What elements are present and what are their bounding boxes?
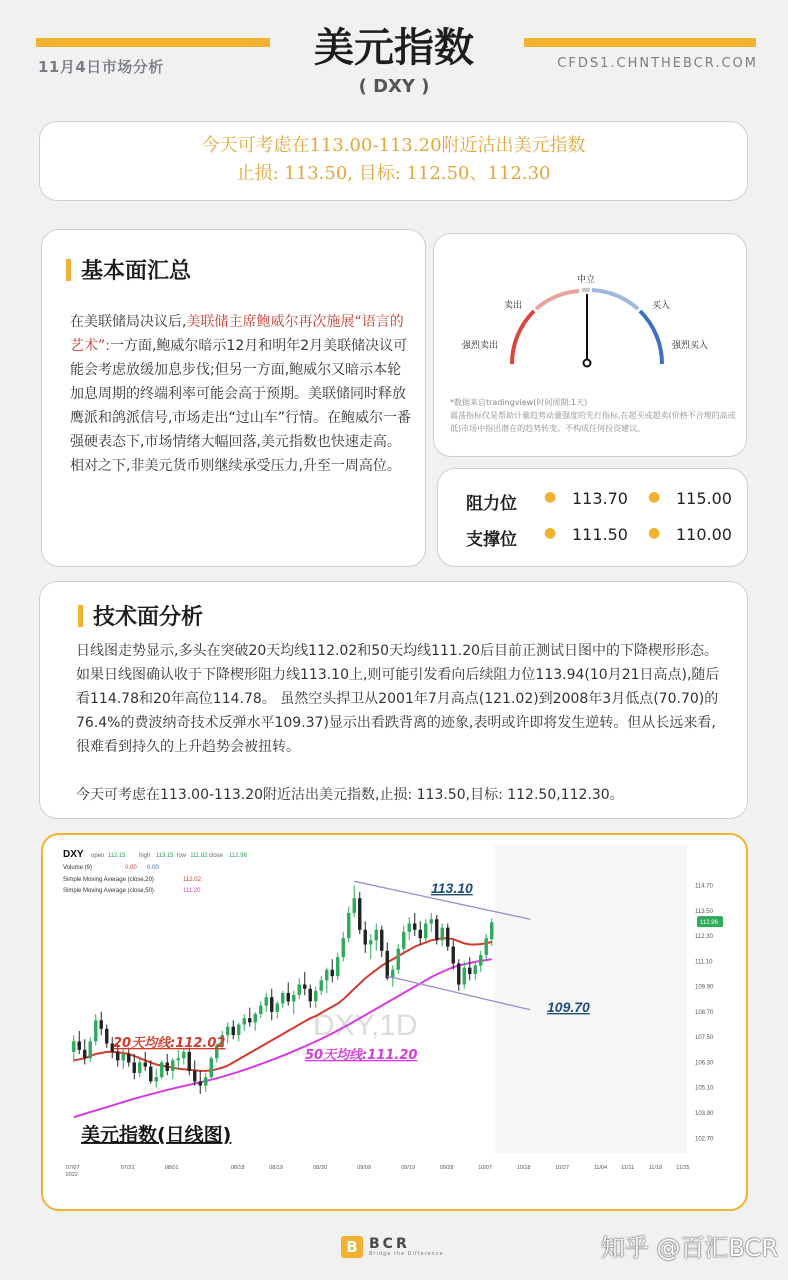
candle-body [248, 1018, 251, 1022]
chart-caption: 美元指数(日线图) [81, 1124, 232, 1146]
candle-body [463, 968, 466, 985]
heading-accent-bar [66, 259, 71, 281]
fundamentals-text-intro: 在美联储局决议后, [70, 314, 187, 330]
candle-body [320, 980, 323, 991]
fundamentals-card [41, 229, 426, 567]
candle-body [441, 928, 444, 941]
fundamentals-heading [66, 254, 191, 285]
fundamentals-text-highlight: 美联储主席鲍威尔再次施展“语言的艺术”: [70, 314, 404, 354]
technical-title: 技术面分析 [93, 605, 204, 630]
candle-body [446, 928, 449, 947]
y-tick-label: 105.10 [695, 1085, 714, 1092]
legend-sma20-value: 112.02 [183, 877, 201, 883]
candle-body [358, 898, 361, 930]
legend-volume-value-1: 0.00 [125, 865, 137, 871]
candle-body [287, 993, 290, 1001]
x-tick-label: 08/01 [164, 1165, 179, 1171]
x-tick-label: 11/04 [593, 1165, 608, 1171]
legend-volume-value-2: 0.00 [147, 865, 159, 871]
candle-body [452, 947, 455, 964]
candle-body [259, 1006, 262, 1014]
site-url[interactable]: CFDS1.CHNTHEBCR.COM [557, 56, 758, 71]
resistance-level-1: 113.70 [572, 489, 628, 508]
recommendation-line-2: 止损: 113.50, 目标: 112.50、112.30 [236, 163, 551, 184]
gauge-pivot [584, 360, 591, 367]
logo-text [369, 1237, 444, 1257]
candle-body [204, 1077, 207, 1085]
x-tick-label: 09/09 [357, 1165, 372, 1171]
gauge-arc-buy [592, 290, 638, 309]
chart-watermark: DXY,1D [313, 1009, 418, 1042]
logo-mark: B [341, 1236, 363, 1258]
candle-body [237, 1025, 240, 1036]
candle-body [435, 919, 438, 940]
candle-body [402, 932, 405, 949]
candle-body [424, 923, 427, 938]
fundamentals-title: 基本面汇总 [81, 259, 192, 284]
y-tick-label: 111.10 [695, 959, 713, 966]
candle-body [94, 1020, 97, 1041]
y-tick-label: 109.90 [695, 984, 714, 991]
price-chart[interactable] [43, 835, 746, 1209]
gauge-label-strong-buy: 强烈买入 [672, 341, 709, 351]
y-tick-label: 103.90 [695, 1110, 714, 1117]
gauge-note [450, 396, 740, 435]
bullet-icon: ● [544, 525, 557, 541]
x-tick-label: 11/18 [648, 1165, 663, 1171]
sentiment-gauge [434, 234, 748, 394]
technical-paragraph-1: 日线图走势显示,多头在突破20天均线112.02和50天均线111.20后目前正测试日图中的下降楔形形态。如果日线图确认收于下降楔形阻力线113.10上,则可能引发看向后续阻力位113.94(10月21日高点),随后看114.78和20年高位114.78。 虽然空头捍卫从2001年7月高点(121.02)到2008年3月低点(70.70)的76.4%的费波纳奇技术反弹水平109.37)显示出看跌背离的迹象,表明或许即将发生逆转。但从长远来看,很难看到持久的上升趋势会被扭转。 [76, 643, 720, 755]
x-tick-label: 10/07 [478, 1165, 493, 1171]
x-tick-label: 08/18 [230, 1165, 245, 1171]
candle-body [325, 970, 328, 981]
candle-body [364, 930, 367, 945]
candle-body [100, 1020, 103, 1028]
candle-body [468, 968, 471, 974]
bullet-icon: ● [648, 525, 661, 541]
candle-body [331, 970, 334, 976]
x-tick-label: 09/19 [401, 1165, 416, 1171]
candle-body [226, 1027, 229, 1035]
legend-high-label: high [139, 853, 151, 859]
logo-tagline: Bridge the Difference [369, 1251, 444, 1257]
brand-logo [341, 1236, 444, 1258]
candle-body [243, 1018, 246, 1024]
chart-symbol: DXY [63, 849, 84, 860]
y-tick-label: 106.30 [695, 1060, 714, 1067]
candle-body [369, 940, 372, 944]
support-label: 支撑位 [466, 530, 517, 550]
gauge-arc-strong-sell [512, 311, 534, 364]
candle-body [397, 949, 400, 970]
candle-body [78, 1041, 81, 1049]
candle-body [292, 995, 295, 1001]
legend-sma50-value: 111.20 [183, 888, 201, 894]
candle-body [210, 1058, 213, 1077]
candle-body [408, 923, 411, 931]
y-tick-label: 113.50 [695, 908, 713, 915]
price-chart-card [41, 833, 748, 1211]
gauge-label-neutral: 中立 [577, 275, 596, 285]
legend-low-label: low [177, 853, 187, 859]
bullet-icon: ● [648, 489, 661, 505]
y-tick-label: 107.50 [695, 1035, 714, 1042]
x-tick-label: 10/27 [555, 1165, 570, 1171]
technical-heading [78, 600, 203, 631]
legend-volume-label: Volume (9) [63, 865, 93, 871]
candle-body [375, 930, 378, 941]
candle-body [160, 1062, 163, 1077]
gauge-arc-sell [536, 291, 579, 309]
resistance-row [438, 489, 749, 519]
support-row [438, 525, 749, 555]
support-level-2: 110.00 [676, 525, 732, 544]
candle-body [380, 930, 383, 951]
future-shade [495, 845, 688, 1153]
candle-body [155, 1077, 158, 1081]
legend-close-value: 112.96 [229, 853, 247, 859]
support-annotation: 109.70 [547, 999, 590, 1015]
candle-body [270, 997, 273, 1012]
gauge-label-sell: 卖出 [504, 301, 523, 311]
x-tick-label: 07/21 [120, 1165, 135, 1171]
candle-body [188, 1052, 191, 1071]
candle-body [353, 898, 356, 913]
zhihu-watermark: 知乎 @百汇BCR [600, 1234, 778, 1262]
candle-body [314, 991, 317, 1002]
legend-open-value: 112.15 [107, 853, 126, 859]
gauge-note-source: *数据来自tradingview(时间周期:1天) [450, 398, 588, 407]
resistance-label: 阻力位 [466, 494, 517, 514]
candle-body [122, 1054, 125, 1060]
y-tick-label: 102.70 [695, 1136, 714, 1143]
candle-body [127, 1054, 130, 1062]
candle-body [430, 919, 433, 923]
page-subtitle: ( DXY ) [358, 76, 430, 97]
technical-paragraph-2: 今天可考虑在113.00-113.20附近沽出美元指数,止损: 113.50,目标: 112.50,112.30。 [76, 787, 624, 803]
technical-card [39, 581, 748, 819]
candle-body [116, 1052, 119, 1060]
heading-accent-bar [78, 605, 83, 627]
y-tick-label: 114.70 [695, 883, 713, 890]
candle-body [419, 930, 422, 938]
logo-name: BCR [369, 1236, 410, 1252]
legend-high-value: 113.15 [155, 853, 174, 859]
candle-body [347, 913, 350, 938]
page-title: 美元指数 [314, 25, 474, 71]
candle-body [254, 1014, 257, 1022]
legend-sma50-label: Simple Moving Average (close,50) [63, 888, 154, 894]
x-tick-label: 11/11 [621, 1165, 635, 1171]
candle-body [413, 923, 416, 929]
candle-body [133, 1062, 136, 1073]
gauge-note-disclaimer: 震荡指标仅是帮助计量趋势动量强度的先行指标,在超买或超卖(价格不合理的高或低)市场中指出潜在的趋势转变。不构成任何投资建议。 [450, 411, 736, 433]
candle-body [72, 1041, 75, 1052]
candle-body [171, 1060, 174, 1071]
x-tick-label: 08/30 [313, 1165, 328, 1171]
candle-body [474, 966, 477, 974]
candle-body [336, 957, 339, 976]
recommendation-card [39, 121, 748, 201]
candle-body [457, 963, 460, 984]
key-levels-card [437, 468, 748, 567]
legend-low-value: 111.82 [190, 853, 208, 859]
candle-body [281, 993, 284, 1004]
last-price-label: 112.96 [700, 920, 718, 927]
sentiment-gauge-card [433, 233, 747, 457]
resistance-annotation: 113.10 [431, 880, 473, 896]
gauge-arc-strong-buy [640, 311, 662, 364]
x-tick-label: 08/19 [269, 1165, 284, 1171]
candle-body [149, 1067, 152, 1082]
candle-body [309, 989, 312, 1002]
y-tick-label: 108.70 [695, 1009, 714, 1016]
candle-body [342, 938, 345, 957]
candle-body [182, 1052, 185, 1058]
legend-close-label: close [209, 853, 224, 859]
x-tick-label: 11/25 [676, 1165, 690, 1171]
candle-body [479, 955, 482, 966]
ma20-annotation: 20天均线:112.02 [113, 1036, 226, 1051]
legend-sma20-label: Simple Moving Average (close,20) [63, 877, 154, 883]
y-tick-label: 112.30 [695, 934, 713, 941]
candle-body [193, 1071, 196, 1082]
resistance-level-2: 115.00 [676, 489, 732, 508]
gauge-label-buy: 买入 [652, 301, 671, 311]
candle-body [490, 922, 493, 939]
candle-body [265, 997, 268, 1005]
fundamentals-text [70, 310, 414, 478]
legend-open-label: open [91, 853, 105, 859]
candle-body [276, 1003, 279, 1011]
x-tick-label: 09/28 [439, 1165, 454, 1171]
candle-body [166, 1062, 169, 1070]
x-tick-label: 07/07 [65, 1165, 80, 1171]
candle-body [386, 951, 389, 978]
candle-body [138, 1062, 141, 1073]
candle-body [303, 985, 306, 989]
candle-body [144, 1062, 147, 1066]
x-tick-label: 10/18 [516, 1165, 531, 1171]
candle-body [485, 938, 488, 955]
candle-body [177, 1058, 180, 1060]
fundamentals-text-body: 一方面,鲍威尔暗示12月和明年2月美联储决议可能会考虑放缓加息步伐;但另一方面,鲍威尔又暗示本轮加息周期的终端利率可能会高于预期。美联储同时释放鹰派和鸽派信号,市场走出“过山车”行情。在鲍威尔一番强硬表态下,市场情绪大幅回落,美元指数也快速走高。相对之下,非美元货币则继续承受压力,升至一周高位。 [70, 338, 411, 474]
candle-body [298, 985, 301, 996]
x-tick-label-year: 2022 [65, 1172, 78, 1178]
support-level-1: 111.50 [572, 525, 628, 544]
bullet-icon: ● [544, 489, 557, 505]
candle-body [199, 1081, 202, 1085]
report-date: 11月4日市场分析 [38, 58, 164, 76]
candle-body [89, 1041, 92, 1058]
candle-body [105, 1029, 108, 1044]
recommendation-line-1: 今天可考虑在113.00-113.20附近沽出美元指数 [201, 135, 586, 156]
gauge-label-strong-sell: 强烈卖出 [462, 341, 499, 351]
ma50-annotation: 50天均线:111.20 [305, 1048, 418, 1063]
candle-body [83, 1050, 86, 1058]
candle-body [232, 1027, 235, 1035]
